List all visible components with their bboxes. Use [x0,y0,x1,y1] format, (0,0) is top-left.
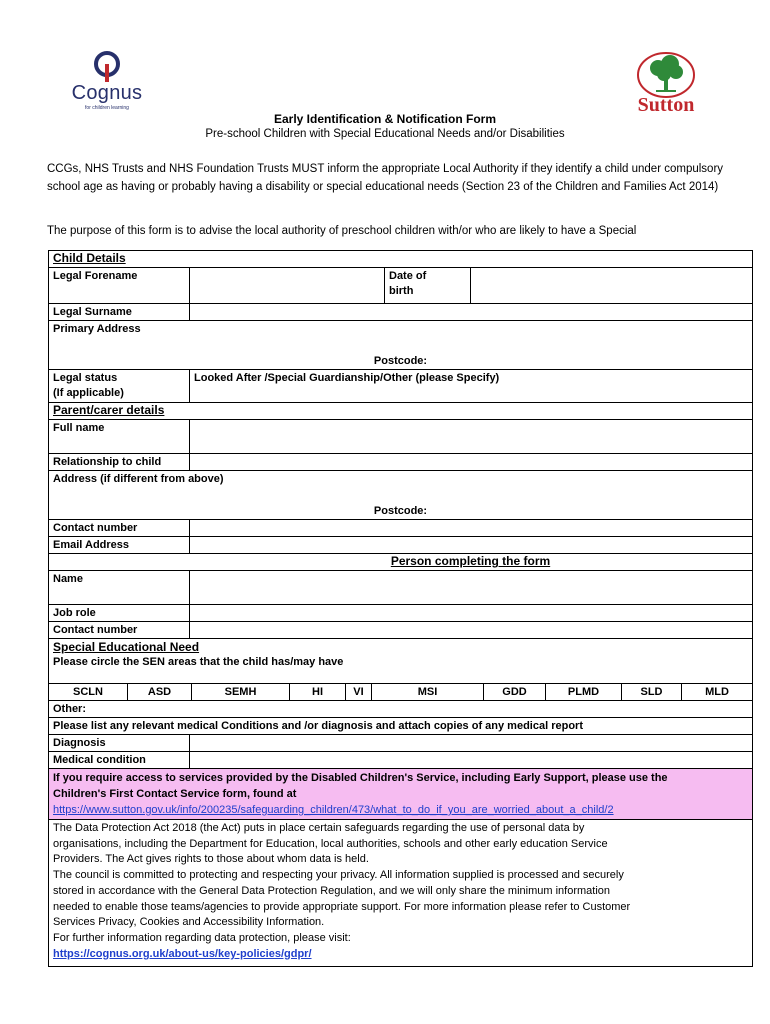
date-of-birth-label [384,268,470,303]
legal-surname-field[interactable] [189,304,752,320]
cognus-logo [62,50,152,120]
person-name-row [49,571,752,605]
email-address-field[interactable] [189,537,752,553]
sen-area-plmd[interactable]: PLMD [545,684,621,700]
dp-line7: Services Privacy, Cookies and Accessibility Information. [53,916,325,929]
form-title: Early Identification & Notification Form [273,112,497,126]
sutton-tree-icon [636,52,696,98]
person-completing-header [49,554,752,571]
dob-label-line1: Date of [389,270,427,282]
disabled-services-text [49,769,752,819]
dp-line5: stored in accordance with the General Data Protection Regulation, and we will only share the minimum information [53,884,611,897]
cognus-mark-icon [89,50,125,84]
disabled-services-link[interactable]: https://www.sutton.gov.uk/info/200235/safeguarding_children/473/what_to_do_if_you_are_worried_about_a_child/2 [53,804,614,816]
legal-status-line2: (If applicable) [53,387,124,399]
diagnosis-label: Diagnosis [53,737,106,749]
primary-address-row[interactable] [49,321,752,370]
sen-area-sld[interactable]: SLD [621,684,681,700]
parent-postcode-label: Postcode: [373,505,428,517]
legal-status-options[interactable]: Looked After /Special Guardianship/Other (please Specify) [189,370,752,402]
primary-postcode-label: Postcode: [373,355,428,367]
dp-line2: organisations, including the Department for Education, local authorities, schools and other early education Service [53,837,608,850]
relationship-label: Relationship to child [53,456,162,468]
medical-condition-label: Medical condition [53,754,146,766]
person-completing-title: Person completing the form [390,554,551,568]
cognus-name: Cognus [71,82,143,104]
person-contact-field[interactable] [189,622,752,638]
name-field[interactable] [189,571,752,604]
date-of-birth-field[interactable] [470,268,752,303]
diagnosis-row [49,735,752,752]
disabled-services-notice [49,769,752,820]
sen-title: Special Educational Need [53,640,200,654]
other-row[interactable] [49,701,752,718]
gdpr-link[interactable]: https://cognus.org.uk/about-us/key-policies/gdpr/ [53,947,312,960]
person-contact-label: Contact number [53,624,138,636]
job-role-field[interactable] [189,605,752,621]
legal-status-label [49,370,189,402]
parent-email-row [49,537,752,554]
full-name-label: Full name [53,422,105,434]
other-label: Other: [53,703,86,715]
disabled-services-line1: If you require access to services provided by the Disabled Children's Service, including Early Support, please use the [53,772,668,784]
sen-area-gdd[interactable]: GDD [483,684,545,700]
medical-instruction: Please list any relevant medical Conditions and /or diagnosis and attach copies of any medical report [53,720,583,732]
parent-contact-row [49,520,752,537]
diagnosis-field[interactable] [189,735,752,751]
child-details-header [49,251,752,268]
data-protection-text [49,820,752,963]
sen-area-vi[interactable]: VI [345,684,371,700]
notification-form [48,250,753,967]
data-protection-row [49,820,752,966]
legal-status-row [49,370,752,403]
person-contact-row [49,622,752,639]
dp-line1: The Data Protection Act 2018 (the Act) puts in place certain safeguards regarding the use of personal data by [53,822,585,834]
disabled-services-line2: Children's First Contact Service form, found at [53,788,297,800]
sen-area-asd[interactable]: ASD [127,684,191,700]
job-role-label: Job role [53,607,96,619]
legal-surname-label: Legal Surname [53,306,132,318]
form-subtitle: Pre-school Children with Special Educational Needs and/or Disabilities [205,128,565,140]
dp-line3: Providers. The Act gives rights to those about whom data is held. [53,853,369,866]
name-label: Name [53,573,83,585]
sen-area-mld[interactable]: MLD [681,684,752,700]
surname-row [49,304,752,321]
dp-line4: The council is committed to protecting and respecting your privacy. All information supplied is processed and securely [53,869,624,882]
legal-status-line1: Legal status [53,372,118,384]
dp-line6: needed to enable those teams/agencies to provide appropriate support. For more information please refer to Customer [53,900,631,913]
parent-fullname-row [49,420,752,454]
parent-details-header [49,403,752,420]
purpose-paragraph: The purpose of this form is to advise the local authority of preschool children with/or who are likely to have a Special [47,225,637,237]
medical-condition-row [49,752,752,769]
medical-instruction-row [49,718,752,735]
medical-condition-field[interactable] [189,752,752,768]
email-address-label: Email Address [53,539,130,551]
relationship-field[interactable] [189,454,752,470]
sen-header [49,639,752,683]
parent-address-row[interactable] [49,471,752,520]
full-name-field[interactable] [189,420,752,453]
parent-details-title: Parent/carer details [53,403,165,417]
sen-areas [49,684,752,700]
cognus-tagline: for children learning [85,105,129,111]
contact-number-label: Contact number [53,522,138,534]
sen-instruction: Please circle the SEN areas that the child has/may have [53,656,344,668]
dp-line8: For further information regarding data protection, please visit: [53,931,351,944]
child-details-title: Child Details [53,251,126,265]
sen-area-hi[interactable]: HI [289,684,345,700]
dob-label-line2: birth [389,285,414,297]
primary-address-label: Primary Address [53,323,141,335]
legal-forename-label: Legal Forename [53,270,138,282]
sen-header-row [49,639,752,684]
legal-forename-field[interactable] [189,268,384,303]
sen-area-msi[interactable]: MSI [371,684,483,700]
address-different-label: Address (if different from above) [53,473,224,485]
sutton-name: Sutton [637,94,695,116]
contact-number-field[interactable] [189,520,752,536]
intro-paragraph: CCGs, NHS Trusts and NHS Foundation Trusts MUST inform the appropriate Local Authority if they identify a child under compulsory school age as having or probably having a disability or special educational needs (Section 23 of the Children and Families Act 2014) [47,163,724,193]
sen-area-semh[interactable]: SEMH [191,684,289,700]
job-role-row [49,605,752,622]
relationship-row [49,454,752,471]
forename-row [49,268,752,304]
sen-area-scln[interactable]: SCLN [73,686,103,698]
sen-areas-row [49,684,752,701]
